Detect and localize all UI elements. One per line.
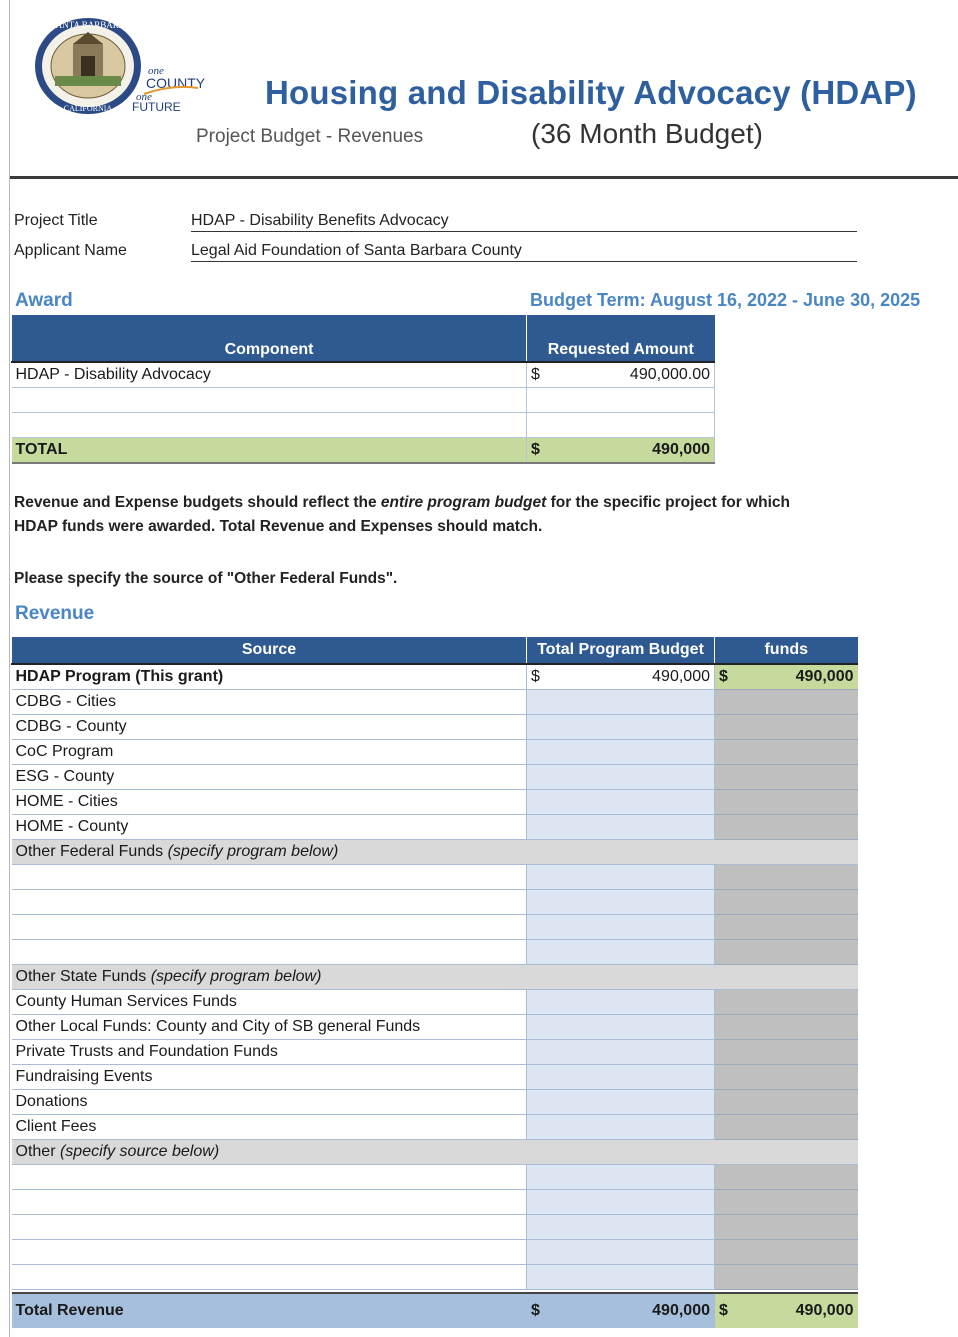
applicant-name-label: Applicant Name [14,242,127,259]
source-cell[interactable]: County Human Services Funds [12,990,527,1015]
budget-cell[interactable] [527,940,715,965]
budget-cell[interactable] [527,1240,715,1265]
budget-cell[interactable] [527,1040,715,1065]
budget-cell[interactable] [527,1215,715,1240]
applicant-name-field[interactable]: Legal Aid Foundation of Santa Barbara County [191,242,857,262]
funds-cell [715,715,858,740]
table-row [12,1165,858,1190]
amount-value: 490,000 [652,668,710,685]
award-table [11,315,715,464]
currency-symbol: $ [531,366,540,383]
svg-text:SANTA BARBARA: SANTA BARBARA [50,20,126,30]
section-row [12,965,858,990]
total-revenue-label: Total Revenue [12,1293,527,1328]
award-row [12,413,715,438]
currency-symbol: $ [531,1302,540,1319]
table-row [12,1240,858,1265]
award-amount-cell[interactable] [527,362,715,388]
award-amount-cell[interactable] [527,388,715,413]
amount-value: 490,000 [795,668,854,685]
funds-cell [715,1240,858,1265]
funds-cell [715,1065,858,1090]
funds-cell [715,1115,858,1140]
table-row [12,865,858,890]
funds-cell [715,1165,858,1190]
section-label: Other (specify source below) [12,1140,858,1165]
col-requested-amount: Requested Amount [527,315,715,362]
source-cell[interactable] [12,1165,527,1190]
source-cell[interactable] [12,1240,527,1265]
instruction-line-3: Please specify the source of "Other Federal Funds". [14,570,398,587]
total-revenue-row [12,1293,858,1328]
funds-cell [715,1215,858,1240]
table-row [12,1015,858,1040]
section-row [12,840,858,865]
amount-value: 490,000 [652,1302,710,1319]
budget-cell[interactable] [527,765,715,790]
total-budget-cell [527,1293,715,1328]
budget-cell[interactable] [527,690,715,715]
table-row [12,740,858,765]
award-total-label: TOTAL [12,438,527,464]
award-heading: Award [15,290,73,311]
table-row [12,890,858,915]
county-seal-logo [33,16,143,116]
funds-cell [715,690,858,715]
funds-cell [715,815,858,840]
tagline-county: COUNTY [146,75,206,91]
budget-cell[interactable] [527,1265,715,1290]
source-cell[interactable]: HOME - County [12,815,527,840]
budget-cell[interactable] [527,664,715,690]
source-cell[interactable]: CDBG - Cities [12,690,527,715]
section-label: Other State Funds (specify program below) [12,965,858,990]
sheet-left-border [9,0,10,1337]
budget-cell[interactable] [527,1015,715,1040]
award-amount-cell[interactable] [527,413,715,438]
source-cell[interactable]: Private Trusts and Foundation Funds [12,1040,527,1065]
header-divider [10,176,958,179]
table-row [12,1265,858,1290]
funds-cell [715,765,858,790]
source-cell: HDAP Program (This grant) [12,664,527,690]
page-title: Housing and Disability Advocacy (HDAP) [265,74,917,111]
table-row [12,1215,858,1240]
funds-cell [715,790,858,815]
tagline-swoosh [142,82,200,98]
funds-cell [715,740,858,765]
table-row [12,940,858,965]
award-component-cell[interactable]: HDAP - Disability Advocacy [12,362,527,388]
source-cell[interactable] [12,865,527,890]
tagline-one: one [148,65,164,77]
budget-cell[interactable] [527,740,715,765]
source-cell[interactable] [12,915,527,940]
source-cell[interactable] [12,1215,527,1240]
funds-cell [715,1040,858,1065]
award-total-row [12,438,715,464]
tagline-one-2: one [136,91,152,103]
budget-cell[interactable] [527,890,715,915]
svg-text:CALIFORNIA: CALIFORNIA [63,104,113,113]
funds-cell [715,664,858,690]
budget-cell[interactable] [527,815,715,840]
currency-symbol: $ [719,1302,728,1319]
table-row [12,1190,858,1215]
source-cell[interactable]: Other Local Funds: County and City of SB general Funds [12,1015,527,1040]
project-title-label: Project Title [14,212,98,229]
col-total-program-budget: Total Program Budget [527,637,715,664]
table-row [12,990,858,1015]
budget-cell[interactable] [527,915,715,940]
budget-cell[interactable] [527,790,715,815]
award-component-cell[interactable] [12,413,527,438]
source-cell[interactable]: Fundraising Events [12,1065,527,1090]
instruction-line-2: HDAP funds were awarded. Total Revenue and Expenses should match. [14,518,543,535]
table-row [12,1090,858,1115]
amount-value: 490,000.00 [629,366,710,383]
total-funds-cell [715,1293,858,1328]
col-source: Source [12,637,527,664]
col-funds: funds [715,637,858,664]
table-row [12,765,858,790]
section-row [12,1140,858,1165]
award-row [12,362,715,388]
source-cell[interactable]: Client Fees [12,1115,527,1140]
table-row [12,1065,858,1090]
amount-value: 490,000 [652,441,710,458]
budget-cell[interactable] [527,1065,715,1090]
source-cell[interactable]: Donations [12,1090,527,1115]
source-cell[interactable]: ESG - County [12,765,527,790]
table-row [12,715,858,740]
budget-cell[interactable] [527,865,715,890]
revenue-heading: Revenue [15,603,95,624]
instruction-line-1: Revenue and Expense budgets should reflect the entire program budget for the specific project for which [14,494,791,511]
budget-cell[interactable] [527,1190,715,1215]
budget-cell[interactable] [527,1115,715,1140]
page-subtitle: Project Budget - Revenues [196,126,424,147]
table-row [12,690,858,715]
funds-cell [715,1015,858,1040]
funds-cell [715,990,858,1015]
table-row [12,915,858,940]
source-cell[interactable]: CDBG - County [12,715,527,740]
source-cell[interactable]: CoC Program [12,740,527,765]
source-cell[interactable] [12,890,527,915]
hdap-program-row [12,664,858,690]
funds-cell [715,865,858,890]
table-row [12,815,858,840]
tagline-future: FUTURE [132,100,181,114]
source-cell[interactable] [12,1265,527,1290]
budget-cell[interactable] [527,1090,715,1115]
award-component-cell[interactable] [12,388,527,413]
budget-cell[interactable] [527,715,715,740]
funds-cell [715,1090,858,1115]
amount-value: 490,000 [795,1302,854,1319]
currency-symbol: $ [531,441,540,458]
award-total-amount [527,438,715,464]
budget-cell[interactable] [527,1165,715,1190]
currency-symbol: $ [719,668,728,685]
award-row [12,388,715,413]
funds-cell [715,1265,858,1290]
table-row [12,1040,858,1065]
budget-months: (36 Month Budget) [531,118,763,149]
funds-cell [715,915,858,940]
funds-cell [715,890,858,915]
table-row [12,790,858,815]
source-cell[interactable]: HOME - Cities [12,790,527,815]
revenue-table [11,637,858,1328]
funds-cell [715,1190,858,1215]
source-cell[interactable] [12,1190,527,1215]
budget-term: Budget Term: August 16, 2022 - June 30, 2025 [530,290,921,310]
budget-cell[interactable] [527,990,715,1015]
section-label: Other Federal Funds (specify program below) [12,840,858,865]
project-title-field[interactable]: HDAP - Disability Benefits Advocacy [191,212,857,232]
col-component: Component [12,315,527,362]
currency-symbol: $ [531,668,540,685]
table-row [12,1115,858,1140]
funds-cell [715,940,858,965]
source-cell[interactable] [12,940,527,965]
